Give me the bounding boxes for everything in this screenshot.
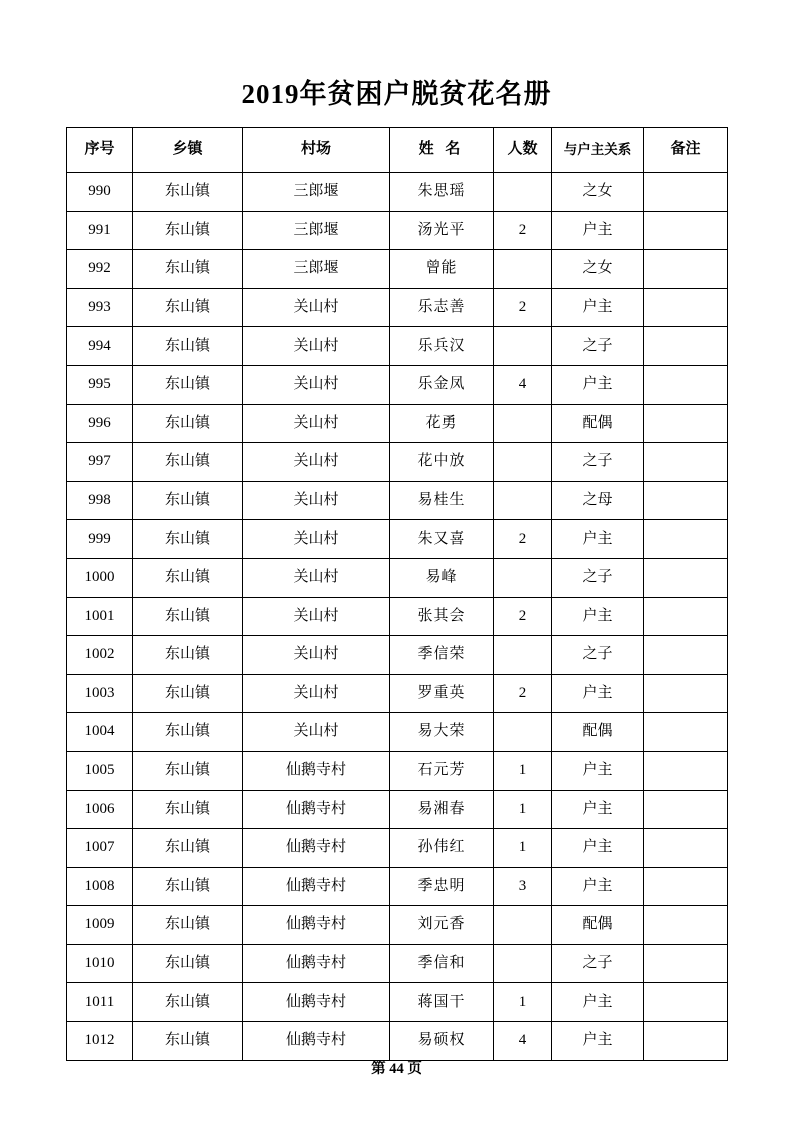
column-header-village: 村场 (243, 128, 390, 173)
cell-note (644, 365, 728, 404)
cell-count: 1 (494, 790, 552, 829)
table-body (67, 173, 728, 1061)
cell-relation: 之母 (552, 481, 644, 520)
table-row (67, 597, 728, 636)
table-row (67, 404, 728, 443)
cell-village: 仙鹅寺村 (243, 983, 390, 1022)
cell-note (644, 558, 728, 597)
cell-count (494, 906, 552, 945)
cell-seq: 1009 (67, 906, 133, 945)
cell-relation: 配偶 (552, 906, 644, 945)
table-row (67, 520, 728, 559)
cell-count: 2 (494, 211, 552, 250)
cell-town: 东山镇 (133, 944, 243, 983)
cell-village: 仙鹅寺村 (243, 906, 390, 945)
cell-note (644, 713, 728, 752)
cell-note (644, 443, 728, 482)
cell-count: 2 (494, 597, 552, 636)
cell-note (644, 597, 728, 636)
cell-relation: 户主 (552, 211, 644, 250)
cell-count: 2 (494, 288, 552, 327)
cell-town: 东山镇 (133, 404, 243, 443)
cell-village: 仙鹅寺村 (243, 944, 390, 983)
cell-village: 仙鹅寺村 (243, 790, 390, 829)
cell-relation: 之子 (552, 327, 644, 366)
cell-seq: 1006 (67, 790, 133, 829)
cell-village: 关山村 (243, 674, 390, 713)
cell-relation: 之子 (552, 944, 644, 983)
cell-town: 东山镇 (133, 867, 243, 906)
cell-note (644, 404, 728, 443)
cell-village: 关山村 (243, 288, 390, 327)
cell-relation: 户主 (552, 597, 644, 636)
cell-name: 易硕权 (390, 1022, 494, 1061)
table-header-row (67, 128, 728, 173)
cell-seq: 990 (67, 173, 133, 212)
cell-note (644, 674, 728, 713)
cell-count (494, 944, 552, 983)
cell-relation: 户主 (552, 520, 644, 559)
table-row (67, 944, 728, 983)
cell-village: 关山村 (243, 365, 390, 404)
cell-name: 朱思瑶 (390, 173, 494, 212)
cell-name: 孙伟红 (390, 829, 494, 868)
cell-count: 2 (494, 520, 552, 559)
column-header-name: 姓 名 (390, 128, 494, 173)
page-number-footer: 第 44 页 (371, 1061, 422, 1077)
cell-town: 东山镇 (133, 983, 243, 1022)
cell-note (644, 867, 728, 906)
cell-town: 东山镇 (133, 211, 243, 250)
cell-seq: 1010 (67, 944, 133, 983)
cell-name: 刘元香 (390, 906, 494, 945)
cell-count: 1 (494, 983, 552, 1022)
cell-note (644, 327, 728, 366)
cell-town: 东山镇 (133, 365, 243, 404)
cell-relation: 户主 (552, 983, 644, 1022)
cell-seq: 994 (67, 327, 133, 366)
table-row (67, 250, 728, 289)
cell-village: 关山村 (243, 558, 390, 597)
cell-note (644, 790, 728, 829)
column-header-note: 备注 (644, 128, 728, 173)
cell-village: 三郎堰 (243, 211, 390, 250)
cell-village: 三郎堰 (243, 173, 390, 212)
cell-seq: 1012 (67, 1022, 133, 1061)
cell-town: 东山镇 (133, 597, 243, 636)
cell-name: 易大荣 (390, 713, 494, 752)
cell-name: 曾能 (390, 250, 494, 289)
cell-count (494, 713, 552, 752)
cell-note (644, 944, 728, 983)
cell-name: 汤光平 (390, 211, 494, 250)
cell-note (644, 211, 728, 250)
table-row (67, 751, 728, 790)
cell-town: 东山镇 (133, 173, 243, 212)
cell-relation: 之女 (552, 173, 644, 212)
cell-relation: 之女 (552, 250, 644, 289)
table-row (67, 636, 728, 675)
cell-village: 关山村 (243, 520, 390, 559)
cell-seq: 1000 (67, 558, 133, 597)
cell-count: 2 (494, 674, 552, 713)
cell-town: 东山镇 (133, 1022, 243, 1061)
cell-town: 东山镇 (133, 829, 243, 868)
cell-relation: 户主 (552, 751, 644, 790)
cell-village: 仙鹅寺村 (243, 751, 390, 790)
cell-name: 石元芳 (390, 751, 494, 790)
cell-seq: 998 (67, 481, 133, 520)
cell-note (644, 636, 728, 675)
cell-village: 关山村 (243, 597, 390, 636)
table-row (67, 713, 728, 752)
cell-town: 东山镇 (133, 443, 243, 482)
cell-town: 东山镇 (133, 288, 243, 327)
cell-village: 关山村 (243, 404, 390, 443)
cell-seq: 1003 (67, 674, 133, 713)
table-row (67, 983, 728, 1022)
column-header-count: 人数 (494, 128, 552, 173)
cell-name: 花中放 (390, 443, 494, 482)
cell-town: 东山镇 (133, 751, 243, 790)
cell-name: 季忠明 (390, 867, 494, 906)
cell-seq: 1004 (67, 713, 133, 752)
column-header-town: 乡镇 (133, 128, 243, 173)
cell-town: 东山镇 (133, 327, 243, 366)
table-row (67, 288, 728, 327)
cell-note (644, 751, 728, 790)
cell-count (494, 636, 552, 675)
column-header-seq: 序号 (67, 128, 133, 173)
cell-relation: 之子 (552, 443, 644, 482)
cell-count: 4 (494, 1022, 552, 1061)
table-row (67, 443, 728, 482)
cell-seq: 997 (67, 443, 133, 482)
cell-count (494, 481, 552, 520)
cell-note (644, 906, 728, 945)
cell-count: 1 (494, 751, 552, 790)
table-row (67, 829, 728, 868)
cell-town: 东山镇 (133, 674, 243, 713)
cell-name: 罗重英 (390, 674, 494, 713)
table-row (67, 211, 728, 250)
cell-relation: 配偶 (552, 713, 644, 752)
cell-name: 蒋国干 (390, 983, 494, 1022)
cell-name: 易湘春 (390, 790, 494, 829)
cell-note (644, 1022, 728, 1061)
cell-seq: 996 (67, 404, 133, 443)
cell-seq: 1005 (67, 751, 133, 790)
cell-note (644, 173, 728, 212)
cell-name: 季信荣 (390, 636, 494, 675)
cell-count: 3 (494, 867, 552, 906)
cell-relation: 配偶 (552, 404, 644, 443)
cell-village: 关山村 (243, 636, 390, 675)
poverty-alleviation-roster-table (66, 127, 728, 1061)
cell-count (494, 558, 552, 597)
cell-note (644, 520, 728, 559)
table-row (67, 867, 728, 906)
cell-town: 东山镇 (133, 481, 243, 520)
cell-note (644, 829, 728, 868)
cell-name: 乐金凤 (390, 365, 494, 404)
cell-count: 1 (494, 829, 552, 868)
cell-village: 关山村 (243, 443, 390, 482)
cell-village: 关山村 (243, 327, 390, 366)
cell-name: 季信和 (390, 944, 494, 983)
table-row (67, 674, 728, 713)
cell-relation: 户主 (552, 790, 644, 829)
cell-name: 易桂生 (390, 481, 494, 520)
cell-seq: 1011 (67, 983, 133, 1022)
cell-seq: 1001 (67, 597, 133, 636)
roster-table-container (0, 127, 793, 1061)
cell-village: 仙鹅寺村 (243, 1022, 390, 1061)
cell-seq: 992 (67, 250, 133, 289)
cell-name: 乐志善 (390, 288, 494, 327)
cell-relation: 之子 (552, 558, 644, 597)
cell-town: 东山镇 (133, 520, 243, 559)
cell-relation: 户主 (552, 365, 644, 404)
cell-count (494, 404, 552, 443)
cell-name: 朱又喜 (390, 520, 494, 559)
cell-seq: 995 (67, 365, 133, 404)
cell-note (644, 288, 728, 327)
column-header-relation: 与户主关系 (552, 128, 644, 173)
cell-note (644, 983, 728, 1022)
cell-count (494, 443, 552, 482)
table-row (67, 558, 728, 597)
cell-village: 仙鹅寺村 (243, 867, 390, 906)
cell-count (494, 250, 552, 289)
cell-relation: 之子 (552, 636, 644, 675)
cell-seq: 993 (67, 288, 133, 327)
cell-note (644, 481, 728, 520)
table-row (67, 365, 728, 404)
table-row (67, 327, 728, 366)
cell-seq: 1007 (67, 829, 133, 868)
cell-seq: 991 (67, 211, 133, 250)
cell-seq: 1008 (67, 867, 133, 906)
cell-town: 东山镇 (133, 713, 243, 752)
page-title: 2019年贫困户脱贫花名册 (241, 79, 552, 109)
cell-seq: 1002 (67, 636, 133, 675)
cell-village: 关山村 (243, 713, 390, 752)
cell-note (644, 250, 728, 289)
cell-village: 关山村 (243, 481, 390, 520)
cell-village: 仙鹅寺村 (243, 829, 390, 868)
table-row (67, 906, 728, 945)
cell-relation: 户主 (552, 829, 644, 868)
cell-relation: 户主 (552, 288, 644, 327)
table-row (67, 481, 728, 520)
cell-town: 东山镇 (133, 906, 243, 945)
cell-town: 东山镇 (133, 636, 243, 675)
table-row (67, 173, 728, 212)
cell-name: 花勇 (390, 404, 494, 443)
cell-town: 东山镇 (133, 790, 243, 829)
cell-town: 东山镇 (133, 558, 243, 597)
cell-relation: 户主 (552, 674, 644, 713)
cell-town: 东山镇 (133, 250, 243, 289)
cell-relation: 户主 (552, 1022, 644, 1061)
cell-relation: 户主 (552, 867, 644, 906)
cell-count: 4 (494, 365, 552, 404)
table-header (67, 128, 728, 173)
table-row (67, 790, 728, 829)
cell-village: 三郎堰 (243, 250, 390, 289)
cell-count (494, 173, 552, 212)
cell-name: 张其会 (390, 597, 494, 636)
cell-seq: 999 (67, 520, 133, 559)
cell-name: 乐兵汉 (390, 327, 494, 366)
cell-count (494, 327, 552, 366)
cell-name: 易峰 (390, 558, 494, 597)
table-row (67, 1022, 728, 1061)
